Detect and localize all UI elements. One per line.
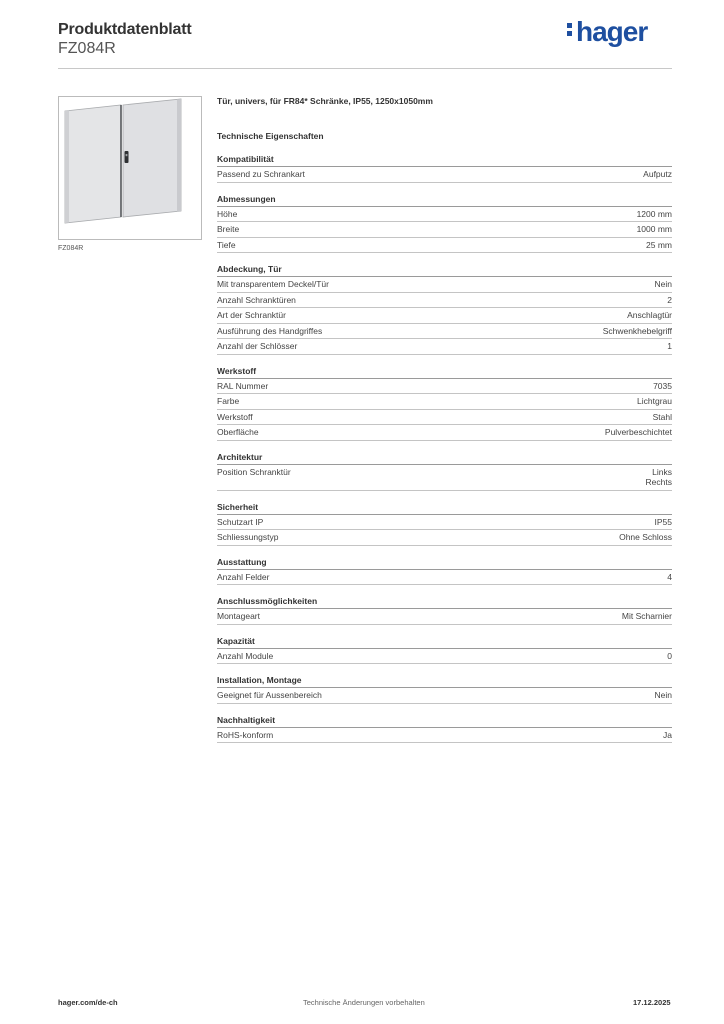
property-value [622, 611, 672, 622]
section [217, 264, 672, 355]
hager-logo [567, 16, 647, 48]
property-label: Art der Schranktür [217, 310, 286, 320]
header-divider [58, 68, 672, 69]
property-row [217, 530, 672, 546]
property-value [627, 310, 672, 321]
property-label: Montageart [217, 611, 260, 621]
properties-sections [217, 154, 672, 743]
property-label: Anzahl Felder [217, 571, 270, 582]
property-value-line: 1000 mm [636, 224, 672, 234]
property-row [217, 688, 672, 704]
property-label: Anzahl Schranktüren [217, 294, 296, 305]
technical-properties-heading: Technische Eigenschaften [217, 131, 324, 141]
property-row [217, 410, 672, 426]
document-title: Produktdatenblatt [58, 21, 192, 38]
section-title: Anschlussmöglichkeiten [217, 596, 672, 609]
property-value [637, 224, 672, 235]
section-title: Kompatibilität [217, 154, 672, 167]
section-title: Nachhaltigkeit [217, 715, 672, 728]
property-row [217, 308, 672, 324]
property-label: Position Schranktür [217, 466, 291, 477]
section [217, 557, 672, 586]
property-value-line: Rechts [645, 477, 672, 487]
property-row [217, 222, 672, 238]
property-value [655, 517, 673, 528]
section [217, 154, 672, 183]
property-value [646, 467, 672, 488]
product-description: Tür, univers, für FR84* Schränke, IP55, 1250x1050mm [217, 96, 433, 106]
property-value [653, 412, 672, 423]
property-value [667, 651, 672, 662]
property-label: Breite [217, 224, 240, 234]
property-label: Werkstoff [217, 411, 253, 422]
property-label: Schutzart IP [217, 516, 264, 527]
property-label: RAL Nummer [217, 380, 269, 391]
footer-website: hager.com/de-ch [58, 998, 118, 1007]
section [217, 366, 672, 441]
property-row [217, 293, 672, 309]
footer-date: 17.12.2025 [633, 998, 671, 1007]
section-title: Installation, Montage [217, 675, 672, 688]
property-label: Farbe [217, 396, 240, 406]
property-label: Ausführung des Handgriffes [217, 325, 323, 336]
property-label: Oberfläche [217, 427, 259, 437]
property-value [637, 396, 672, 407]
property-value-line: Ohne Schloss [619, 532, 672, 542]
property-value [667, 341, 672, 352]
property-label: Schliessungstyp [217, 532, 279, 542]
property-label: RoHS-konform [217, 729, 274, 740]
section-title: Architektur [217, 452, 672, 465]
property-value-line: 1 [667, 341, 672, 351]
property-row [217, 379, 672, 395]
image-caption: FZ084R [58, 245, 84, 252]
property-value-line: 1200 mm [636, 208, 672, 219]
property-value-line: 0 [667, 650, 672, 661]
property-row [217, 324, 672, 340]
property-row [217, 167, 672, 183]
property-value [667, 572, 672, 583]
property-row [217, 394, 672, 410]
section [217, 715, 672, 744]
logo-colon-icon [567, 20, 573, 39]
property-value-line: Lichtgrau [637, 396, 672, 406]
property-value-line: 2 [667, 294, 672, 305]
section [217, 675, 672, 704]
property-value-line: Links [652, 466, 672, 477]
footer-notice: Technische Änderungen vorbehalten [303, 998, 425, 1007]
property-value [655, 279, 672, 290]
property-value-line: 25 mm [646, 239, 672, 250]
property-value-line: Nein [654, 279, 672, 289]
property-value [643, 169, 672, 180]
section [217, 502, 672, 546]
property-value-line: 7035 [653, 380, 672, 391]
section [217, 596, 672, 625]
property-label: Höhe [217, 208, 238, 219]
property-value [603, 326, 672, 337]
property-value-line: Ja [663, 729, 672, 740]
property-value [655, 690, 672, 701]
property-label: Mit transparentem Deckel/Tür [217, 279, 329, 289]
section [217, 636, 672, 665]
section-title: Abmessungen [217, 194, 672, 207]
property-row [217, 649, 672, 665]
product-image [58, 96, 202, 240]
property-row [217, 465, 672, 491]
property-value [663, 730, 672, 741]
property-label: Anzahl der Schlösser [217, 341, 298, 351]
property-row [217, 728, 672, 744]
cabinet-door-illustration-icon [59, 97, 201, 239]
property-value [619, 532, 672, 543]
property-value-line: Mit Scharnier [621, 611, 672, 621]
property-value [605, 427, 672, 438]
property-row [217, 238, 672, 254]
property-label: Anzahl Module [217, 650, 274, 661]
property-row [217, 515, 672, 531]
section-title: Abdeckung, Tür [217, 264, 672, 277]
property-value-line: Aufputz [643, 169, 672, 179]
property-row [217, 425, 672, 441]
property-value [637, 209, 672, 220]
property-value-line: Schwenkhebelgriff [602, 325, 672, 336]
property-value [667, 295, 672, 306]
property-value-line: IP55 [654, 516, 672, 527]
property-value [653, 381, 672, 392]
section-title: Ausstattung [217, 557, 672, 570]
property-row [217, 207, 672, 223]
property-value [646, 240, 672, 251]
property-label: Passend zu Schrankart [217, 169, 305, 179]
datasheet-content [217, 96, 672, 743]
property-label: Geeignet für Aussenbereich [217, 690, 322, 700]
property-value-line: Nein [654, 690, 672, 700]
section-title: Kapazität [217, 636, 672, 649]
property-row [217, 570, 672, 586]
section [217, 452, 672, 491]
property-label: Tiefe [217, 239, 236, 250]
property-value-line: 4 [667, 571, 672, 582]
property-value-line: Anschlagtür [627, 310, 672, 320]
property-row [217, 277, 672, 293]
property-row [217, 609, 672, 625]
section-title: Sicherheit [217, 502, 672, 515]
property-value-line: Stahl [652, 411, 672, 422]
section [217, 194, 672, 254]
logo-text: hager [576, 16, 648, 47]
product-code: FZ084R [58, 40, 116, 57]
property-value-line: Pulverbeschichtet [604, 427, 672, 437]
section-title: Werkstoff [217, 366, 672, 379]
property-row [217, 339, 672, 355]
